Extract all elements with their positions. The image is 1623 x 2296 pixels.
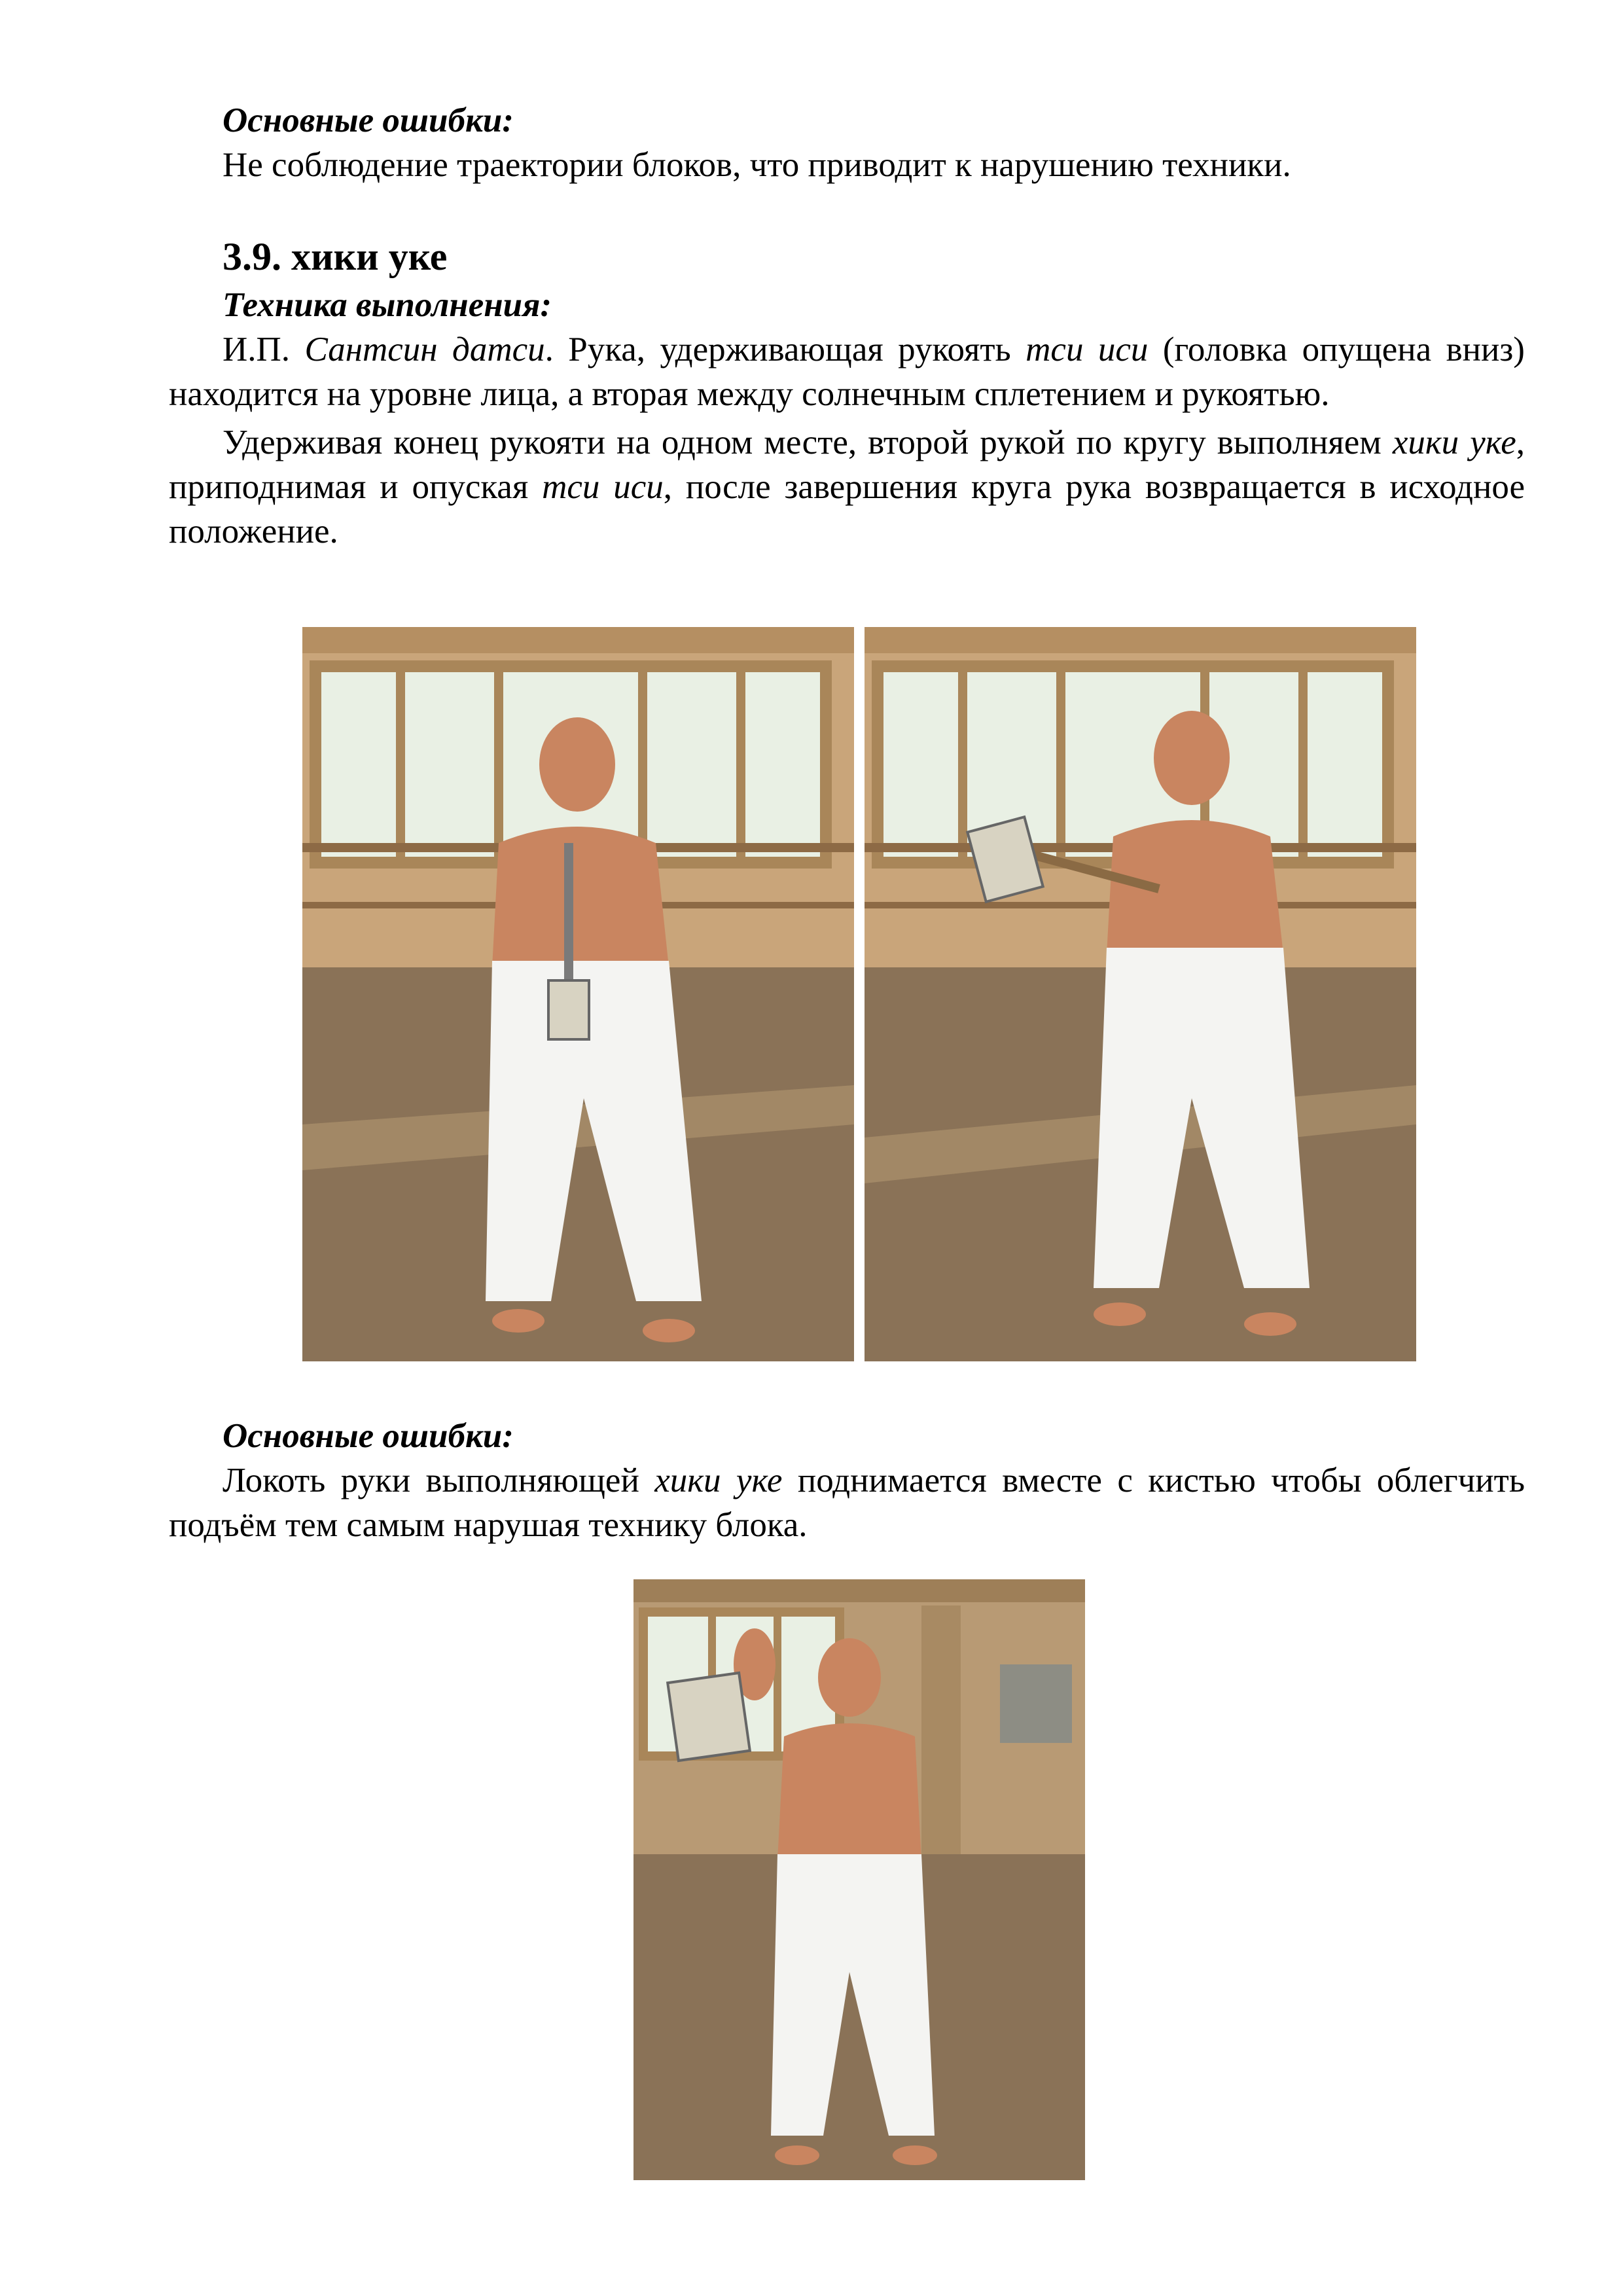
technique-subheading: Техника выполнения: bbox=[223, 286, 552, 324]
errors-text-1: Не соблюдение траектории блоков, что приводит к нарушению техники. bbox=[223, 146, 1291, 184]
errors-heading-2: Основные ошибки: bbox=[223, 1417, 514, 1455]
technique-paragraph-1: И.П. Сантсин датси. Рука, удерживающая рукоять тси иси (головка опущена вниз) находится на уровне лица, а вторая между солнечным сплетением и рукоятью. bbox=[169, 331, 1525, 413]
errors-section-1 bbox=[169, 98, 1525, 187]
errors-section-2 bbox=[169, 1414, 1525, 1547]
photo-start-position bbox=[302, 627, 854, 1361]
photo-error-example bbox=[633, 1579, 1085, 2180]
errors-heading-1: Основные ошибки: bbox=[223, 101, 514, 139]
photo-hiki-uke bbox=[865, 627, 1416, 1361]
section-title: 3.9. хики уке bbox=[223, 235, 448, 278]
technique-paragraph-2: Удерживая конец рукояти на одном месте, второй рукой по кругу выполняем хики уке, приподнимая и опуская тси иси, после завершения круга рука возвращается в исходное положение. bbox=[169, 423, 1525, 550]
technique-section bbox=[169, 230, 1525, 554]
errors-text-2: Локоть руки выполняющей хики уке поднимается вместе с кистью чтобы облегчить подъём тем самым нарушая технику блока. bbox=[169, 1462, 1525, 1544]
